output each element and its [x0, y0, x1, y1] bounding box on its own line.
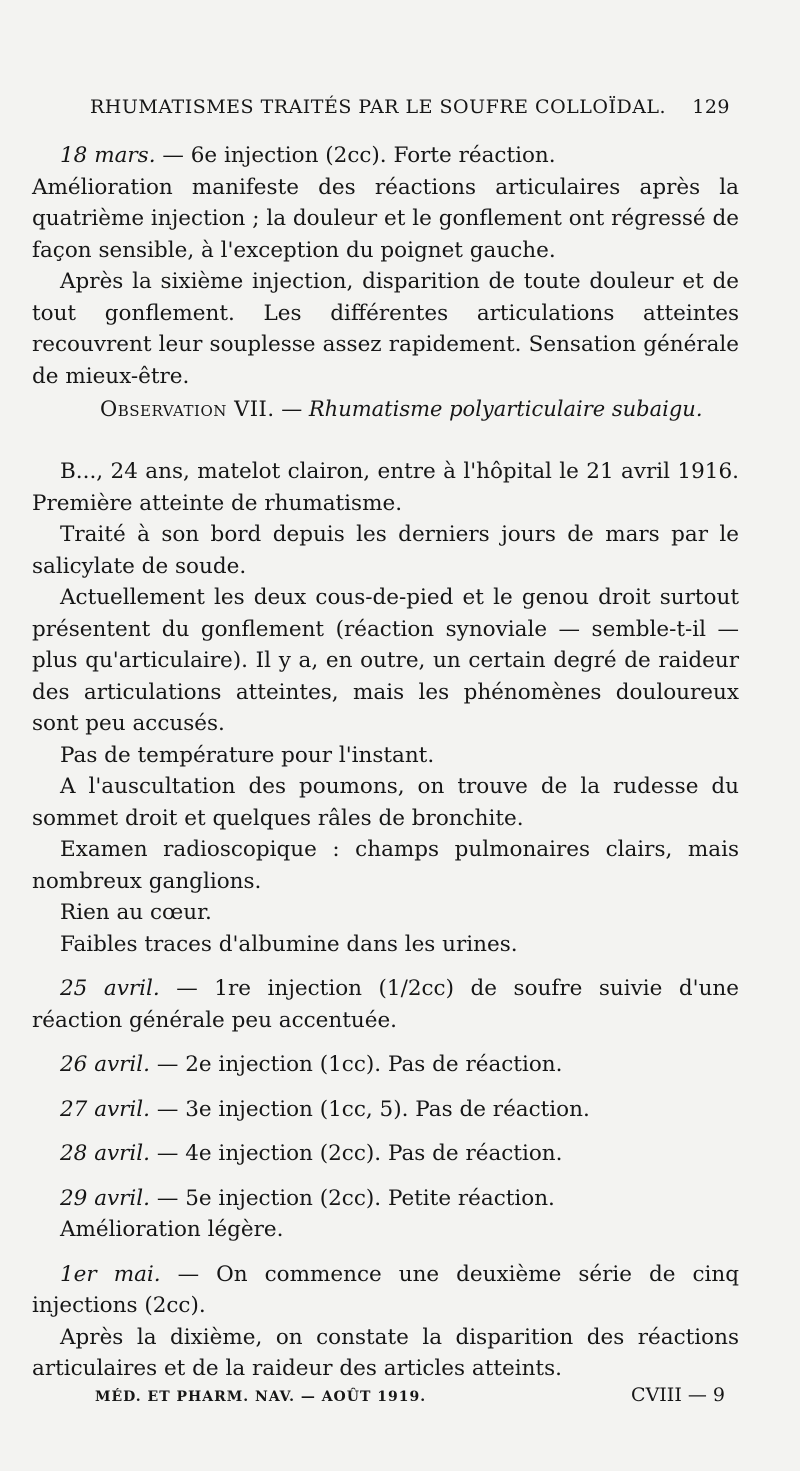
paragraph: Rien au cœur. [60, 900, 212, 925]
paragraph-amelioration-legere: Amélioration légère. [60, 1217, 284, 1242]
entry-text: — 6e injection (2cc). Forte réaction. [155, 143, 556, 168]
paragraph-apres-sixieme: Après la sixième injection, disparition de toute douleur et de tout gonflement. Les différentes articulations atteintes recouvrent leur souplesse assez rapidement. Sensation générale de mieux-être. [32, 269, 739, 389]
signature-mark: CVIII — 9 [631, 1384, 725, 1406]
text-block-observation [32, 456, 739, 1385]
page-footer [95, 1386, 725, 1406]
paragraph-amelioration: Amélioration manifeste des réactions articulaires après la quatrième injection ; la douleur et le gonflement ont régressé de façon sensible, à l'exception du poignet gauche. [32, 174, 739, 263]
entry-date: 27 avril. [60, 1096, 151, 1122]
entry-text: — 5e injection (2cc). Petite réaction. [150, 1185, 555, 1211]
entry-18-mars [32, 140, 739, 172]
journal-citation: MÉD. ET PHARM. NAV. — AOÛT 1919. [95, 1389, 427, 1405]
page-number: 129 [692, 96, 730, 118]
entry-date: 28 avril. [60, 1141, 151, 1166]
paragraph: Actuellement les deux cous-de-pied et le genou droit surtout présentent du gonflement (réaction synoviale — semble-t-il — plus qu'articulaire). Il y a, en outre, un certain degré de raideur des articulations atteintes, mais les phénomènes douloureux sont peu accusés. [32, 585, 739, 736]
entry-text: — 3e injection (1cc, 5). Pas de réaction. [150, 1096, 590, 1122]
injection-entry [32, 973, 739, 1036]
entry-date: 29 avril. [60, 1185, 151, 1211]
paragraph: B..., 24 ans, matelot clairon, entre à l'hôpital le 21 avril 1916. Première atteinte de rhumatisme. [32, 459, 739, 516]
paragraph: Examen radioscopique : champs pulmonaires clairs, mais nombreux ganglions. [32, 837, 739, 894]
observation-dash: — [274, 397, 309, 421]
entry-text: — 4e injection (2cc). Pas de réaction. [150, 1141, 563, 1166]
entry-date: 25 avril. [60, 976, 160, 1001]
entry-date: 1er mai. [60, 1261, 161, 1287]
paragraph: A l'auscultation des poumons, on trouve de la rudesse du sommet droit et quelques râles de bronchite. [32, 774, 739, 831]
injection-entry-1er-mai [32, 1259, 739, 1322]
paragraph: Traité à son bord depuis les derniers jours de mars par le salicylate de soude. [32, 522, 739, 579]
text-block-top [32, 140, 739, 392]
entry-date: 26 avril. [60, 1052, 151, 1077]
paragraph: Faibles traces d'albumine dans les urines. [60, 931, 518, 957]
observation-label: Observation VII. [100, 397, 275, 421]
entry-text: — On commence une deuxième série de cinq injections (2cc). [32, 1261, 739, 1318]
injection-entry [32, 1049, 739, 1081]
entry-text: — 1re injection (1/2cc) de soufre suivie d'une réaction générale peu accentuée. [32, 976, 739, 1033]
page-header [90, 96, 730, 118]
paragraph: Pas de température pour l'instant. [60, 742, 435, 768]
running-title: RHUMATISMES TRAITÉS PAR LE SOUFRE COLLOÏDAL. [90, 96, 667, 118]
injection-entry [32, 1094, 739, 1126]
injection-entry [32, 1183, 739, 1215]
observation-heading [100, 397, 740, 421]
paragraph-conclusion: Après la dixième, on constate la disparition des réactions articulaires et de la raideur des articles atteints. [32, 1324, 739, 1381]
injection-entry [32, 1138, 739, 1170]
entry-date: 18 mars. [60, 143, 156, 168]
entry-text: — 2e injection (1cc). Pas de réaction. [150, 1052, 563, 1077]
observation-title: Rhumatisme polyarticulaire subaigu. [308, 397, 703, 421]
